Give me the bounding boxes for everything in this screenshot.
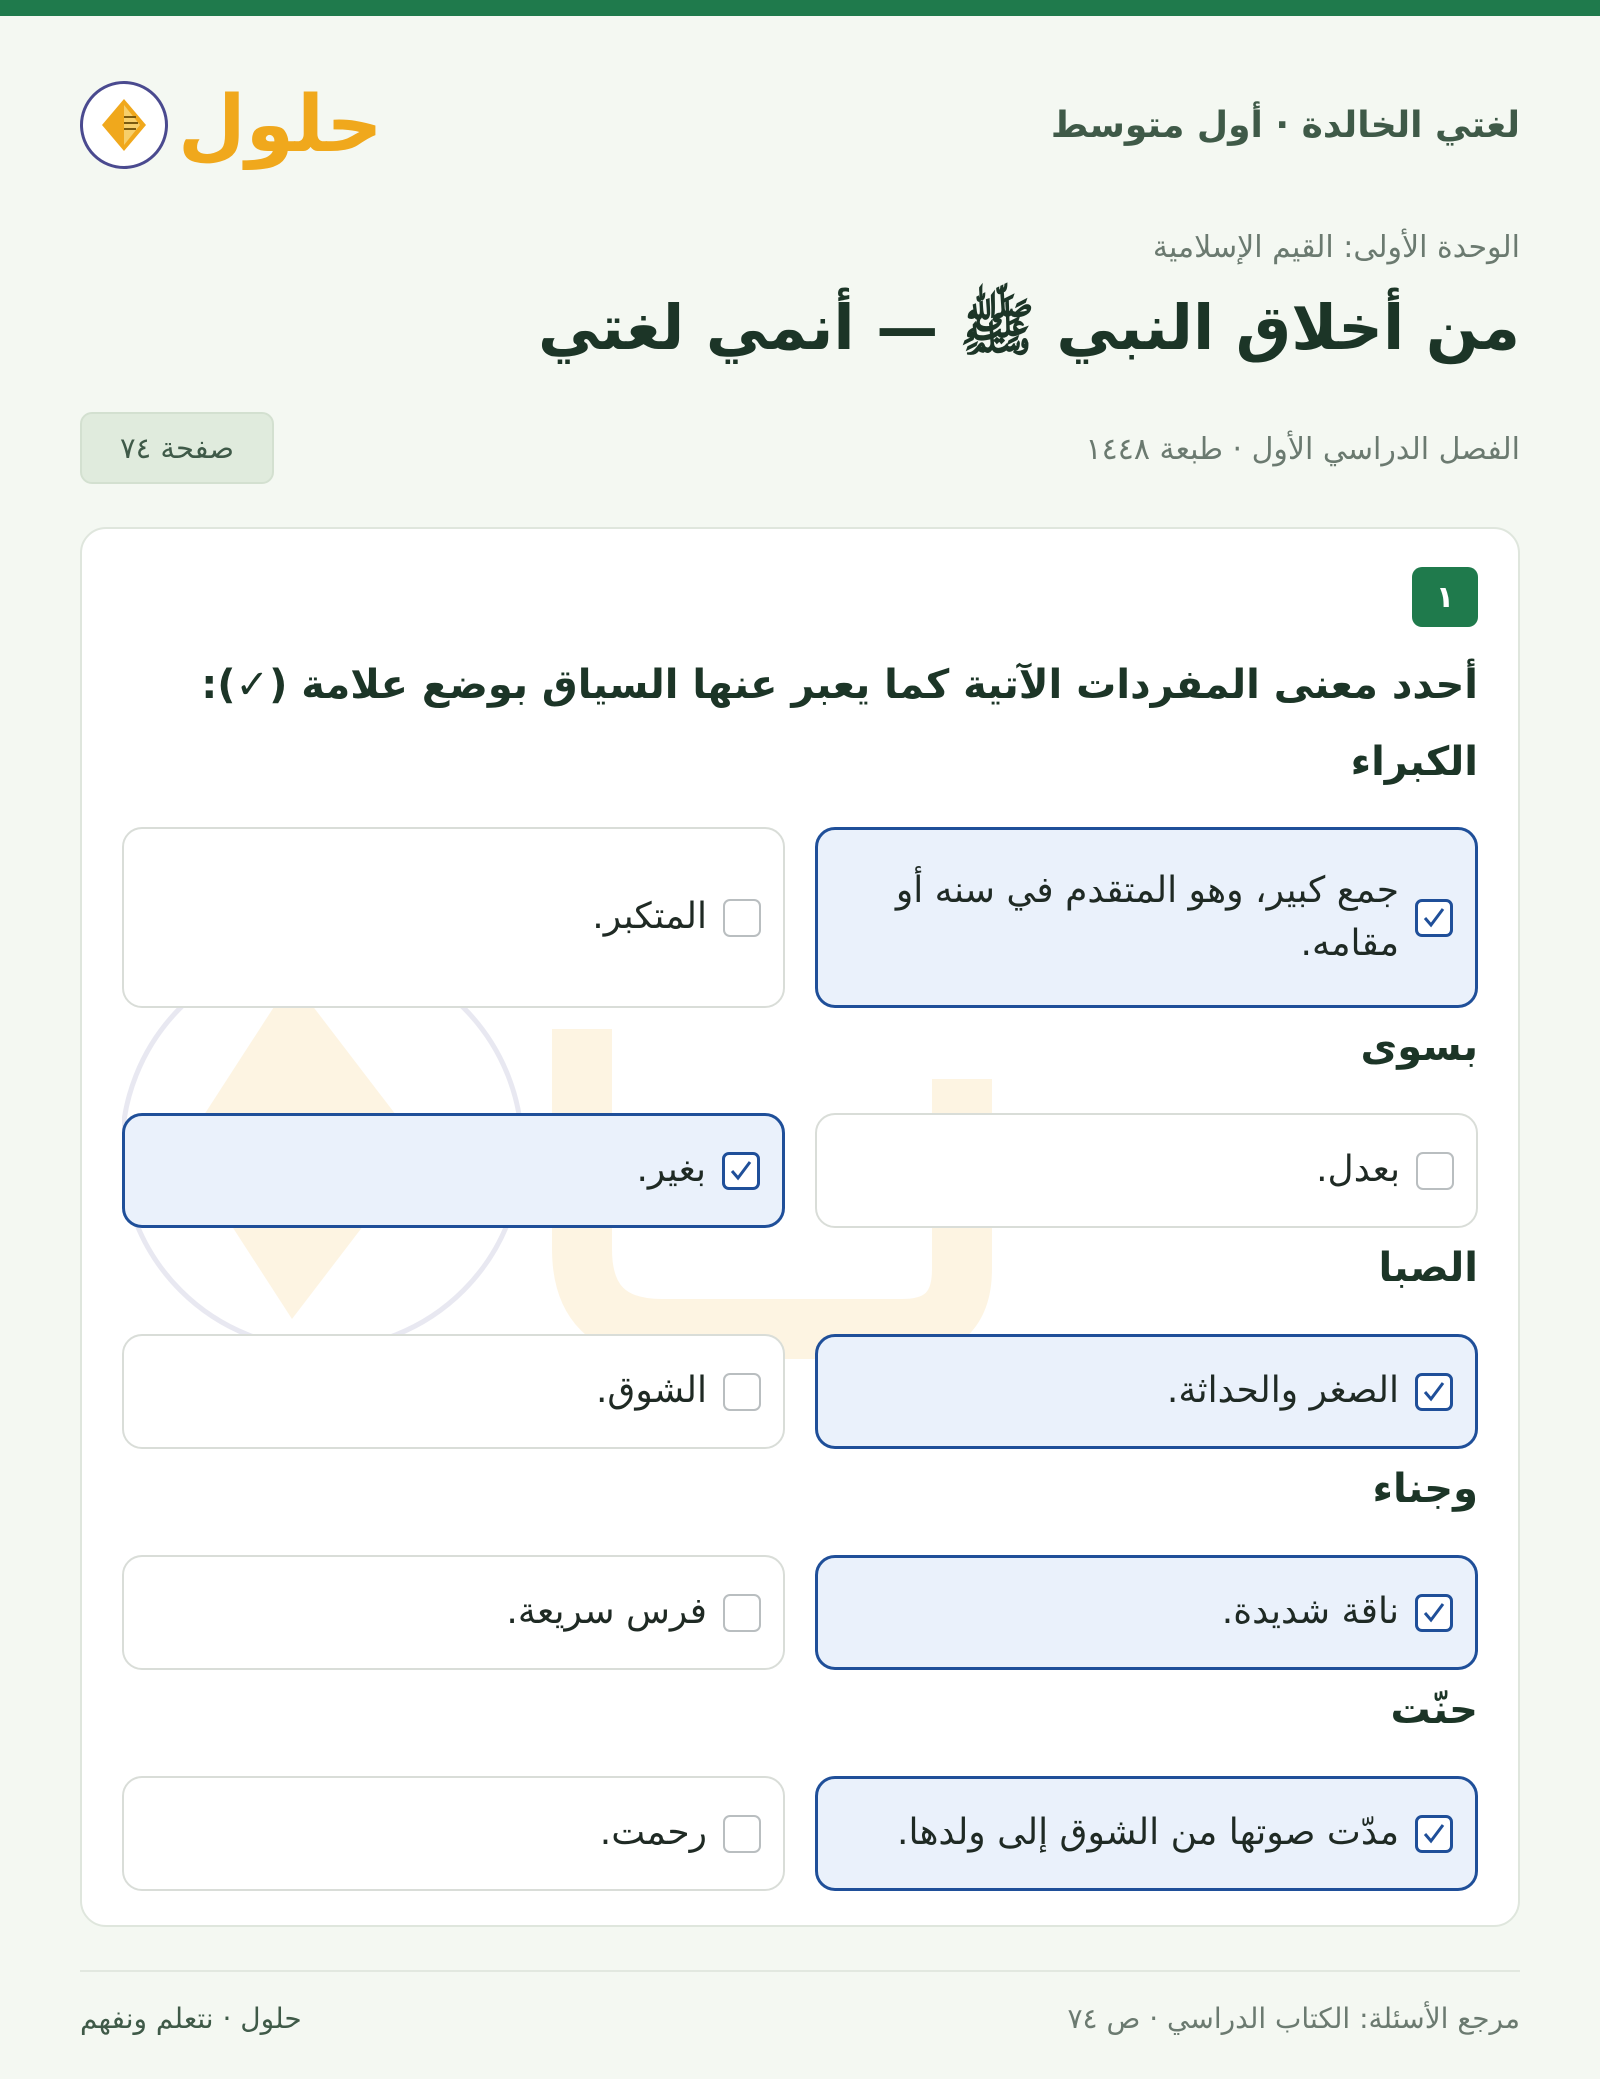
checkbox-checked[interactable]: [1415, 1373, 1453, 1411]
page-number-badge: صفحة ٧٤: [80, 412, 274, 484]
option-text: الشوق.: [595, 1370, 707, 1412]
semester-info: الفصل الدراسي الأول · طبعة ١٤٤٨: [1085, 432, 1520, 467]
vocab-word: بسوى: [1360, 1024, 1478, 1070]
page-title: من أخلاق النبي ﷺ — أنمي لغتي: [537, 291, 1520, 364]
unit-label: الوحدة الأولى: القيم الإسلامية: [1152, 230, 1520, 265]
answer-option[interactable]: [815, 1334, 1478, 1449]
top-accent-bar: [0, 0, 1600, 16]
book-logo-icon: [80, 81, 168, 169]
option-text: ناقة شديدة.: [1221, 1591, 1399, 1633]
check-icon: [728, 1158, 754, 1184]
answer-option[interactable]: [815, 1776, 1478, 1891]
footer-reference: مرجع الأسئلة: الكتاب الدراسي · ص ٧٤: [1067, 2002, 1520, 2035]
vocab-word: الكبراء: [1350, 739, 1478, 785]
check-icon: [1421, 1600, 1447, 1626]
answer-option[interactable]: [815, 827, 1478, 1008]
footer-divider: [80, 1970, 1520, 1972]
checkbox-unchecked[interactable]: [1416, 1152, 1454, 1190]
option-text: بغير.: [636, 1149, 706, 1191]
hulul-logo[interactable]: [80, 81, 383, 169]
checkbox-checked[interactable]: [1415, 899, 1453, 937]
answer-option[interactable]: [122, 1113, 785, 1228]
checkbox-unchecked[interactable]: [723, 1373, 761, 1411]
book-title: لغتي الخالدة · أول متوسط: [1050, 104, 1520, 146]
check-icon: [1421, 1821, 1447, 1847]
answer-option[interactable]: [815, 1555, 1478, 1670]
checkbox-unchecked[interactable]: [723, 1594, 761, 1632]
answer-option[interactable]: [122, 1776, 785, 1891]
answer-option[interactable]: [815, 1113, 1478, 1228]
footer-brand: حلول · نتعلم ونفهم: [80, 2002, 302, 2035]
checkbox-checked[interactable]: [1415, 1594, 1453, 1632]
option-text: المتكبر.: [592, 896, 707, 938]
checkbox-unchecked[interactable]: [723, 1815, 761, 1853]
option-text: فرس سريعة.: [506, 1591, 707, 1633]
answer-option[interactable]: [122, 1555, 785, 1670]
logo-wordmark: حلول: [178, 80, 383, 170]
question-number: ١: [1412, 567, 1478, 627]
option-text: رحمت.: [599, 1812, 707, 1854]
vocab-word: حنّت: [1390, 1687, 1478, 1733]
vocab-word: وجناء: [1372, 1466, 1478, 1512]
checkbox-unchecked[interactable]: [723, 899, 761, 937]
question-text: أحدد معنى المفردات الآتية كما يعبر عنها السياق بوضع علامة (✓):: [201, 662, 1478, 708]
checkbox-checked[interactable]: [722, 1152, 760, 1190]
option-text: الصغر والحداثة.: [1166, 1370, 1399, 1412]
option-text: جمع كبير، وهو المتقدم في سنه أو مقامه.: [895, 870, 1399, 964]
page-header: [80, 60, 1520, 190]
vocab-word: الصبا: [1378, 1245, 1478, 1291]
option-text: بعدل.: [1316, 1149, 1400, 1191]
check-icon: [1421, 905, 1447, 931]
answer-option[interactable]: [122, 827, 785, 1008]
checkbox-checked[interactable]: [1415, 1815, 1453, 1853]
question-card: [80, 527, 1520, 1927]
check-icon: [1421, 1379, 1447, 1405]
option-text: مدّت صوتها من الشوق إلى ولدها.: [897, 1812, 1399, 1854]
answer-option[interactable]: [122, 1334, 785, 1449]
